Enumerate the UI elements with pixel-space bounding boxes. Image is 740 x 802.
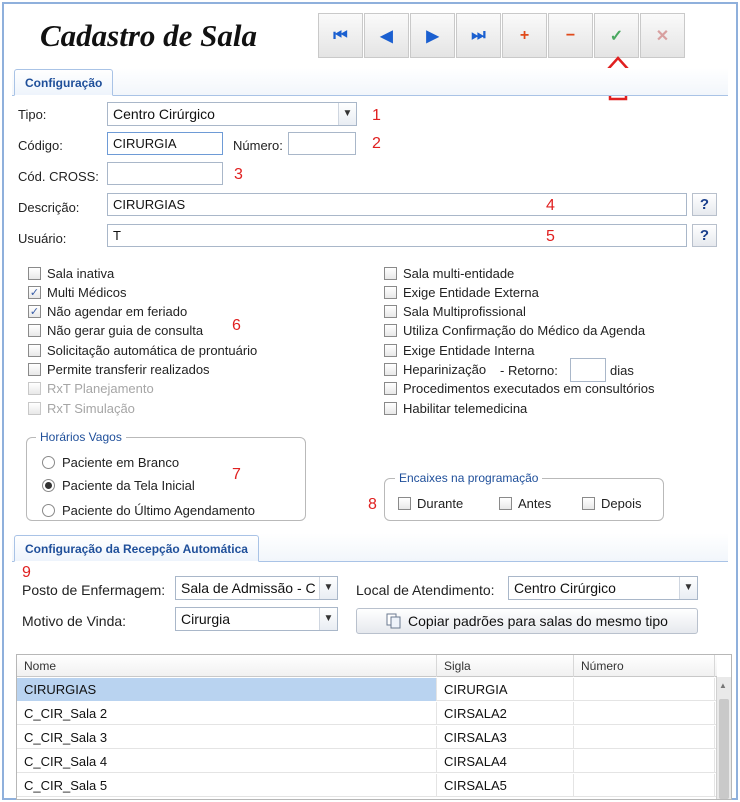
check-label: Antes [518,496,552,511]
checkbox-icon [28,324,41,337]
scrollbar-thumb[interactable] [719,699,729,799]
col-header-sigla[interactable]: Sigla [437,655,574,677]
check-sala-inativa[interactable] [28,266,114,281]
radio-paciente-em-branco[interactable] [42,455,179,470]
table-header [17,655,717,677]
posto-label: Posto de Enfermagem: [22,582,166,598]
check-procedimentos-consultorios[interactable] [384,381,654,396]
table-scrollbar[interactable] [716,677,731,800]
cell-numero [574,774,715,797]
cancel-button[interactable]: ✕ [640,13,685,58]
checkbox-icon [384,286,397,299]
motivo-select[interactable] [175,607,338,631]
check-heparinizacao[interactable] [384,362,486,377]
chevron-down-icon: ▼ [679,577,697,599]
radio-icon [42,504,55,517]
check-rxt-planejamento [28,381,154,396]
window [2,2,738,800]
checkbox-icon [384,402,397,415]
check-label: Multi Médicos [47,285,127,300]
annotation-3: 3 [234,166,243,183]
check-habilitar-telemedicina[interactable] [384,401,527,416]
cell-sigla: CIRSALA2 [437,702,574,725]
checkbox-icon [384,267,397,280]
chevron-down-icon: ▼ [319,577,337,599]
cross-label: Cód. CROSS: [18,169,99,184]
scroll-up-icon[interactable]: ▲ [719,681,727,690]
check-encaixe-depois[interactable] [582,496,641,511]
annotation-2: 2 [372,135,381,152]
checkbox-icon [384,324,397,337]
cell-sigla: CIRURGIA [437,678,574,701]
horarios-vagos-legend: Horários Vagos [36,430,126,444]
check-label: Não gerar guia de consulta [47,323,204,338]
local-select[interactable] [508,576,698,600]
cell-sigla: CIRSALA5 [437,774,574,797]
check-label: Utiliza Confirmação do Médico da Agenda [403,323,646,338]
check-label: Heparinização [403,362,487,377]
descricao-input[interactable]: CIRURGIAS [107,193,687,216]
last-record-button[interactable]: ⏭ [456,13,501,58]
copy-defaults-label: Copiar padrões para salas do mesmo tipo [408,613,668,629]
annotation-1: 1 [372,107,381,124]
annotation-5: 5 [546,228,555,245]
annotation-6: 6 [232,317,241,334]
check-permite-transferir[interactable] [28,362,210,377]
checkbox-icon [28,344,41,357]
cross-input[interactable] [107,162,223,185]
cell-nome: CIRURGIAS [17,678,437,701]
usuario-input[interactable]: T [107,224,687,247]
radio-icon [42,456,55,469]
first-record-button[interactable]: ⏮ [318,13,363,58]
checkbox-icon [28,267,41,280]
check-multi-medicos[interactable] [28,285,126,300]
check-label: RxT Simulação [47,401,135,416]
check-label: Depois [601,496,642,511]
cell-nome: C_CIR_Sala 5 [17,774,437,797]
check-label: Não agendar em feriado [47,304,188,319]
check-sala-multi-entidade[interactable] [384,266,514,281]
annotation-8: 8 [368,496,377,513]
radio-label: Paciente em Branco [62,455,180,470]
descricao-label: Descrição: [18,200,80,215]
checkbox-icon [384,344,397,357]
col-header-nome[interactable]: Nome [17,655,437,677]
table-row[interactable] [17,678,717,701]
table-row[interactable] [17,774,717,797]
motivo-value: Cirurgia [181,611,231,627]
check-exige-entidade-externa[interactable] [384,285,539,300]
encaixes-legend: Encaixes na programação [395,471,542,485]
checkbox-icon [28,363,41,376]
checkbox-checked-icon: ✓ [29,287,40,299]
cell-numero [574,750,715,773]
next-record-button[interactable]: ▶ [410,13,455,58]
checkbox-icon [384,305,397,318]
radio-label: Paciente do Último Agendamento [62,503,255,518]
checkbox-checked-icon: ✓ [29,306,40,318]
posto-value: Sala de Admissão - C [181,580,316,596]
cell-sigla: CIRSALA3 [437,726,574,749]
check-rxt-simulacao [28,401,135,416]
tab-configuracao[interactable]: Configuração [14,69,113,96]
reception-tabstrip [12,533,728,562]
tipo-value: Centro Cirúrgico [113,106,215,122]
checkbox-icon [384,382,397,395]
page-title: Cadastro de Sala [40,18,258,53]
numero-input[interactable] [288,132,356,155]
cell-numero [574,726,715,749]
numero-label: Número: [233,138,283,153]
cell-numero [574,702,715,725]
motivo-label: Motivo de Vinda: [22,613,127,629]
tipo-label: Tipo: [18,107,47,122]
codigo-input[interactable]: CIRURGIA [107,132,223,155]
check-label: Permite transferir realizados [47,362,210,377]
col-header-numero[interactable]: Número [574,655,715,677]
retorno-label: - Retorno: [500,363,558,378]
copy-defaults-button[interactable] [356,608,698,634]
table-row[interactable] [17,750,717,773]
check-confirmacao-medico[interactable] [384,323,645,338]
retorno-unit: dias [610,363,634,378]
annotation-9: 9 [22,564,31,581]
check-label: Sala inativa [47,266,115,281]
config-tabstrip [12,68,728,96]
check-encaixe-durante[interactable] [398,496,463,511]
checkbox-icon [28,402,41,415]
cell-nome: C_CIR_Sala 4 [17,750,437,773]
codigo-label: Código: [18,138,63,153]
add-button[interactable]: + [502,13,547,58]
cell-sigla: CIRSALA4 [437,750,574,773]
check-label: Exige Entidade Interna [403,343,535,358]
annotation-4: 4 [546,197,555,214]
radio-paciente-ultimo-agendamento[interactable] [42,503,255,518]
check-sala-multiprofissional[interactable] [384,304,526,319]
table-row[interactable] [17,726,717,749]
checkbox-icon [28,382,41,395]
chevron-down-icon: ▼ [319,608,337,630]
check-nao-gerar-guia[interactable] [28,323,203,338]
usuario-label: Usuário: [18,231,67,246]
checkbox-icon [499,497,512,510]
radio-selected-icon [42,479,55,492]
local-value: Centro Cirúrgico [514,580,616,596]
annotation-7: 7 [232,466,241,483]
check-label: Sala multi-entidade [403,266,515,281]
cell-nome: C_CIR_Sala 3 [17,726,437,749]
check-label: Sala Multiprofissional [403,304,526,319]
check-encaixe-antes[interactable] [499,496,551,511]
tipo-select[interactable] [107,102,357,126]
retorno-input[interactable] [570,358,606,382]
check-label: Durante [417,496,464,511]
copy-icon [386,613,402,629]
check-label: Habilitar telemedicina [403,401,528,416]
usuario-help-button[interactable]: ? [692,224,717,247]
check-label: Exige Entidade Externa [403,285,539,300]
checkbox-icon [384,363,397,376]
checkbox-icon [582,497,595,510]
remove-button[interactable]: − [548,13,593,58]
check-solicitacao-prontuario[interactable] [28,343,257,358]
checkbox-icon [398,497,411,510]
descricao-help-button[interactable]: ? [692,193,717,216]
posto-select[interactable] [175,576,338,600]
previous-record-button[interactable]: ◀ [364,13,409,58]
chevron-down-icon: ▼ [338,103,356,125]
radio-paciente-tela-inicial[interactable] [42,478,195,493]
salas-table [16,654,732,800]
check-label: Procedimentos executados em consultórios [403,381,655,396]
check-label: RxT Planejamento [47,381,154,396]
table-row[interactable] [17,702,717,725]
confirm-button[interactable]: ✓ [594,13,639,58]
check-exige-entidade-interna[interactable] [384,343,535,358]
check-label: Solicitação automática de prontuário [47,343,258,358]
radio-label: Paciente da Tela Inicial [62,478,195,493]
tab-recepcao-automatica[interactable]: Configuração da Recepção Automática [14,535,259,562]
check-nao-agendar-feriado[interactable] [28,304,187,319]
local-label: Local de Atendimento: [356,582,495,598]
cell-nome: C_CIR_Sala 2 [17,702,437,725]
cell-numero [574,678,715,701]
